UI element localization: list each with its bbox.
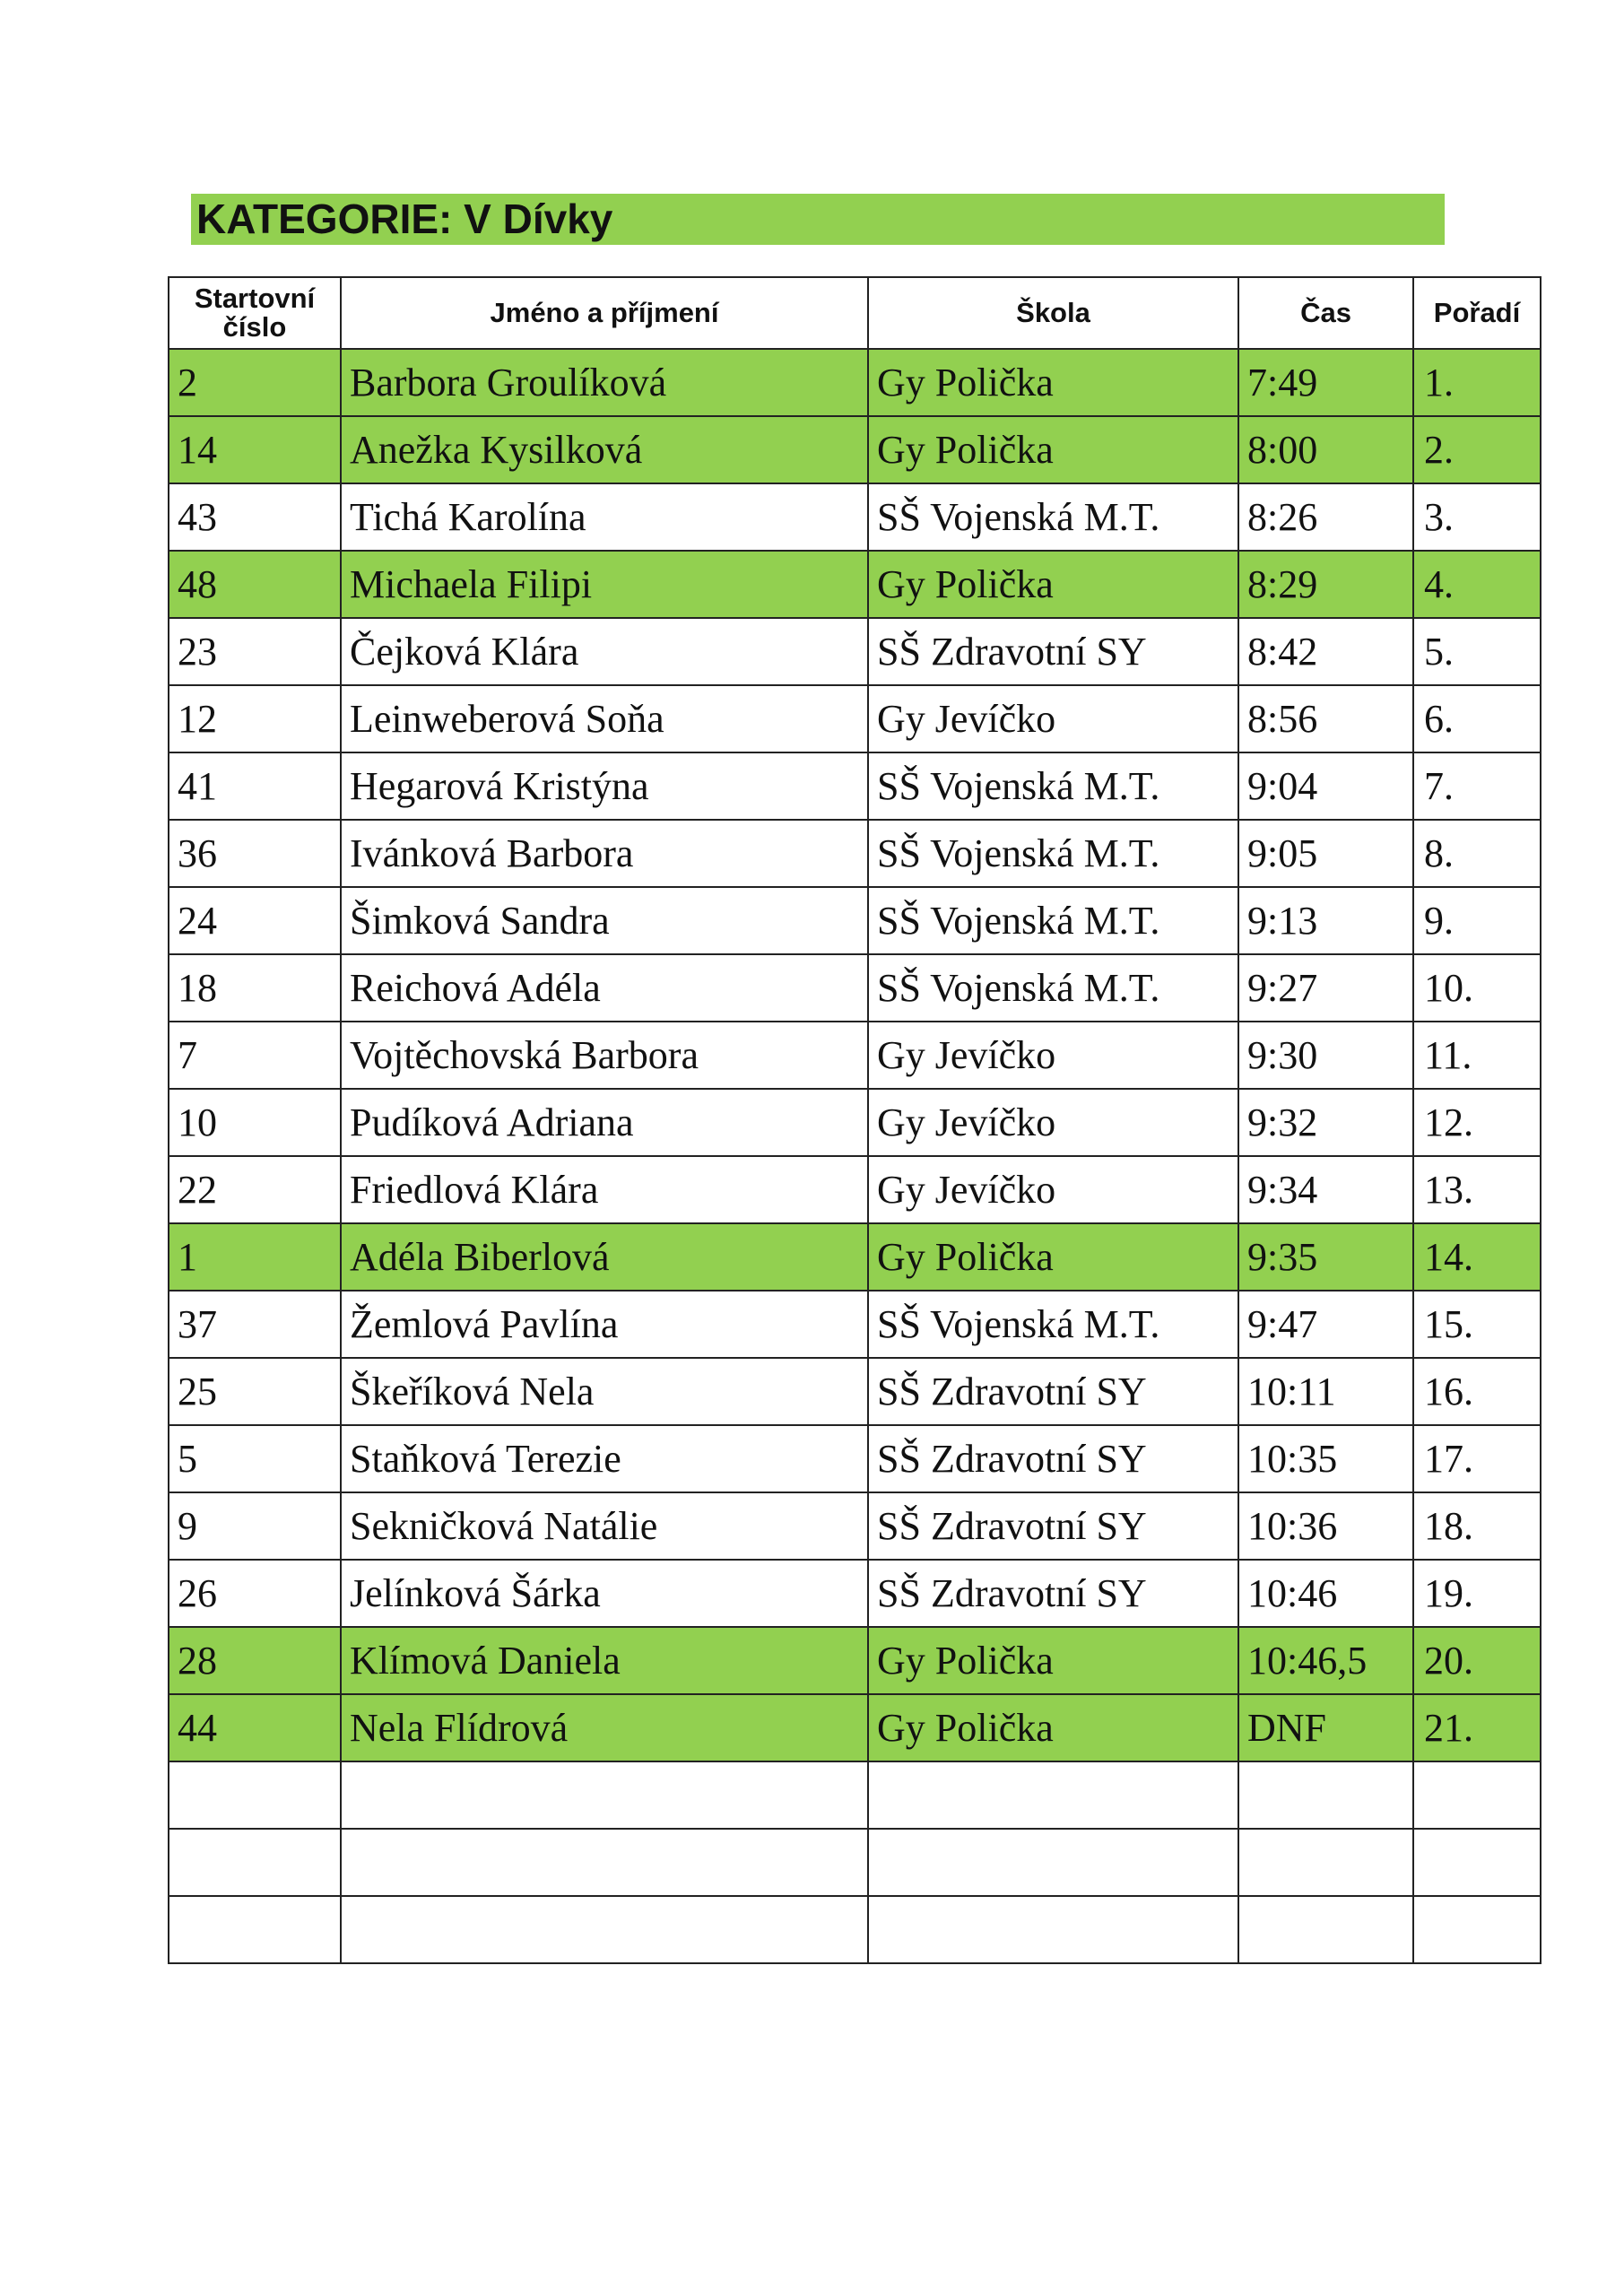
cell-start-number: 36 — [169, 820, 341, 887]
cell-start-number: 26 — [169, 1560, 341, 1627]
cell-start-number: 37 — [169, 1291, 341, 1358]
cell-school: Gy Polička — [868, 1223, 1238, 1291]
cell-name-empty — [341, 1829, 868, 1896]
cell-rank: 20. — [1413, 1627, 1541, 1694]
cell-name: Ivánková Barbora — [341, 820, 868, 887]
cell-name: Tichá Karolína — [341, 483, 868, 551]
cell-rank: 10. — [1413, 954, 1541, 1022]
cell-name: Friedlová Klára — [341, 1156, 868, 1223]
cell-time: 10:36 — [1238, 1492, 1413, 1560]
cell-rank: 13. — [1413, 1156, 1541, 1223]
cell-school: Gy Polička — [868, 349, 1238, 416]
cell-rank: 4. — [1413, 551, 1541, 618]
cell-school: Gy Jevíčko — [868, 1089, 1238, 1156]
cell-rank: 12. — [1413, 1089, 1541, 1156]
cell-time: 9:32 — [1238, 1089, 1413, 1156]
cell-start-number: 28 — [169, 1627, 341, 1694]
table-row — [169, 1223, 1541, 1291]
cell-name: Klímová Daniela — [341, 1627, 868, 1694]
cell-time: 10:11 — [1238, 1358, 1413, 1425]
cell-rank: 15. — [1413, 1291, 1541, 1358]
cell-rank: 14. — [1413, 1223, 1541, 1291]
cell-school: SŠ Vojenská M.T. — [868, 954, 1238, 1022]
cell-name: Hegarová Kristýna — [341, 752, 868, 820]
cell-name: Michaela Filipi — [341, 551, 868, 618]
cell-school: SŠ Vojenská M.T. — [868, 752, 1238, 820]
header-school: Škola — [868, 277, 1238, 349]
cell-rank: 19. — [1413, 1560, 1541, 1627]
cell-school-empty — [868, 1896, 1238, 1963]
cell-name-empty — [341, 1896, 868, 1963]
table-row — [169, 1694, 1541, 1761]
cell-time: 9:47 — [1238, 1291, 1413, 1358]
cell-name: Adéla Biberlová — [341, 1223, 868, 1291]
cell-school: SŠ Vojenská M.T. — [868, 887, 1238, 954]
cell-start-number-empty — [169, 1829, 341, 1896]
cell-time: 10:46 — [1238, 1560, 1413, 1627]
table-row — [169, 483, 1541, 551]
cell-rank: 6. — [1413, 685, 1541, 752]
cell-rank: 11. — [1413, 1022, 1541, 1089]
table-row — [169, 551, 1541, 618]
cell-rank-empty — [1413, 1761, 1541, 1829]
cell-time-empty — [1238, 1761, 1413, 1829]
table-row — [169, 1560, 1541, 1627]
table-row — [169, 1492, 1541, 1560]
cell-name-empty — [341, 1761, 868, 1829]
cell-rank: 7. — [1413, 752, 1541, 820]
cell-name: Nela Flídrová — [341, 1694, 868, 1761]
cell-start-number: 7 — [169, 1022, 341, 1089]
cell-school: Gy Jevíčko — [868, 1156, 1238, 1223]
cell-name: Šimková Sandra — [341, 887, 868, 954]
table-row — [169, 820, 1541, 887]
cell-time: 10:35 — [1238, 1425, 1413, 1492]
cell-name: Vojtěchovská Barbora — [341, 1022, 868, 1089]
cell-rank: 21. — [1413, 1694, 1541, 1761]
cell-rank: 3. — [1413, 483, 1541, 551]
cell-school: Gy Jevíčko — [868, 685, 1238, 752]
table-row — [169, 1627, 1541, 1694]
category-title: KATEGORIE: V Dívky — [196, 196, 613, 242]
cell-school: SŠ Zdravotní SY — [868, 1492, 1238, 1560]
cell-school: SŠ Zdravotní SY — [868, 618, 1238, 685]
cell-time: 9:34 — [1238, 1156, 1413, 1223]
cell-school: SŠ Zdravotní SY — [868, 1560, 1238, 1627]
table-row — [169, 685, 1541, 752]
cell-start-number: 12 — [169, 685, 341, 752]
cell-rank: 8. — [1413, 820, 1541, 887]
cell-start-number-empty — [169, 1761, 341, 1829]
table-row — [169, 954, 1541, 1022]
table-row — [169, 1022, 1541, 1089]
cell-rank: 18. — [1413, 1492, 1541, 1560]
cell-rank: 9. — [1413, 887, 1541, 954]
cell-school: SŠ Zdravotní SY — [868, 1358, 1238, 1425]
table-row — [169, 416, 1541, 483]
header-rank: Pořadí — [1413, 277, 1541, 349]
cell-school: Gy Polička — [868, 551, 1238, 618]
cell-school: SŠ Zdravotní SY — [868, 1425, 1238, 1492]
cell-name: Žemlová Pavlína — [341, 1291, 868, 1358]
cell-start-number: 48 — [169, 551, 341, 618]
cell-start-number: 23 — [169, 618, 341, 685]
cell-name: Pudíková Adriana — [341, 1089, 868, 1156]
header-name: Jméno a příjmení — [341, 277, 868, 349]
cell-name: Sekničková Natálie — [341, 1492, 868, 1560]
cell-start-number-empty — [169, 1896, 341, 1963]
cell-time: DNF — [1238, 1694, 1413, 1761]
table-row — [169, 1291, 1541, 1358]
header-time: Čas — [1238, 277, 1413, 349]
table-row — [169, 618, 1541, 685]
cell-start-number: 18 — [169, 954, 341, 1022]
cell-rank: 16. — [1413, 1358, 1541, 1425]
cell-school: Gy Polička — [868, 1627, 1238, 1694]
cell-name: Leinweberová Soňa — [341, 685, 868, 752]
header-start-number: Startovní číslo — [169, 277, 341, 349]
empty-row — [169, 1829, 1541, 1896]
cell-rank-empty — [1413, 1829, 1541, 1896]
cell-time-empty — [1238, 1896, 1413, 1963]
cell-school-empty — [868, 1829, 1238, 1896]
table-row — [169, 1156, 1541, 1223]
cell-start-number: 22 — [169, 1156, 341, 1223]
cell-start-number: 44 — [169, 1694, 341, 1761]
cell-time: 8:29 — [1238, 551, 1413, 618]
cell-time: 9:27 — [1238, 954, 1413, 1022]
cell-rank: 2. — [1413, 416, 1541, 483]
cell-start-number: 2 — [169, 349, 341, 416]
cell-time: 8:00 — [1238, 416, 1413, 483]
results-body — [169, 349, 1541, 1963]
cell-name: Jelínková Šárka — [341, 1560, 868, 1627]
cell-rank-empty — [1413, 1896, 1541, 1963]
cell-name: Čejková Klára — [341, 618, 868, 685]
cell-name: Reichová Adéla — [341, 954, 868, 1022]
cell-start-number: 10 — [169, 1089, 341, 1156]
empty-row — [169, 1761, 1541, 1829]
cell-start-number: 24 — [169, 887, 341, 954]
cell-start-number: 1 — [169, 1223, 341, 1291]
cell-time: 9:30 — [1238, 1022, 1413, 1089]
table-row — [169, 752, 1541, 820]
cell-school: Gy Polička — [868, 416, 1238, 483]
table-row — [169, 349, 1541, 416]
cell-rank: 1. — [1413, 349, 1541, 416]
cell-start-number: 25 — [169, 1358, 341, 1425]
cell-school: Gy Polička — [868, 1694, 1238, 1761]
cell-school: SŠ Vojenská M.T. — [868, 820, 1238, 887]
cell-time: 8:42 — [1238, 618, 1413, 685]
cell-start-number: 5 — [169, 1425, 341, 1492]
cell-school-empty — [868, 1761, 1238, 1829]
cell-time: 9:05 — [1238, 820, 1413, 887]
cell-time: 10:46,5 — [1238, 1627, 1413, 1694]
table-row — [169, 1425, 1541, 1492]
cell-time: 8:56 — [1238, 685, 1413, 752]
cell-school: SŠ Vojenská M.T. — [868, 1291, 1238, 1358]
cell-start-number: 43 — [169, 483, 341, 551]
cell-school: SŠ Vojenská M.T. — [868, 483, 1238, 551]
cell-school: Gy Jevíčko — [868, 1022, 1238, 1089]
cell-name: Anežka Kysilková — [341, 416, 868, 483]
table-row — [169, 1358, 1541, 1425]
cell-time: 8:26 — [1238, 483, 1413, 551]
cell-start-number: 9 — [169, 1492, 341, 1560]
table-row — [169, 1089, 1541, 1156]
cell-name: Staňková Terezie — [341, 1425, 868, 1492]
cell-time: 7:49 — [1238, 349, 1413, 416]
table-header-row — [169, 277, 1541, 349]
cell-start-number: 14 — [169, 416, 341, 483]
cell-time: 9:35 — [1238, 1223, 1413, 1291]
cell-name: Barbora Groulíková — [341, 349, 868, 416]
cell-time: 9:13 — [1238, 887, 1413, 954]
cell-name: Škeříková Nela — [341, 1358, 868, 1425]
cell-time-empty — [1238, 1829, 1413, 1896]
empty-row — [169, 1896, 1541, 1963]
cell-rank: 5. — [1413, 618, 1541, 685]
cell-start-number: 41 — [169, 752, 341, 820]
cell-rank: 17. — [1413, 1425, 1541, 1492]
results-table — [168, 276, 1541, 1964]
cell-time: 9:04 — [1238, 752, 1413, 820]
table-row — [169, 887, 1541, 954]
